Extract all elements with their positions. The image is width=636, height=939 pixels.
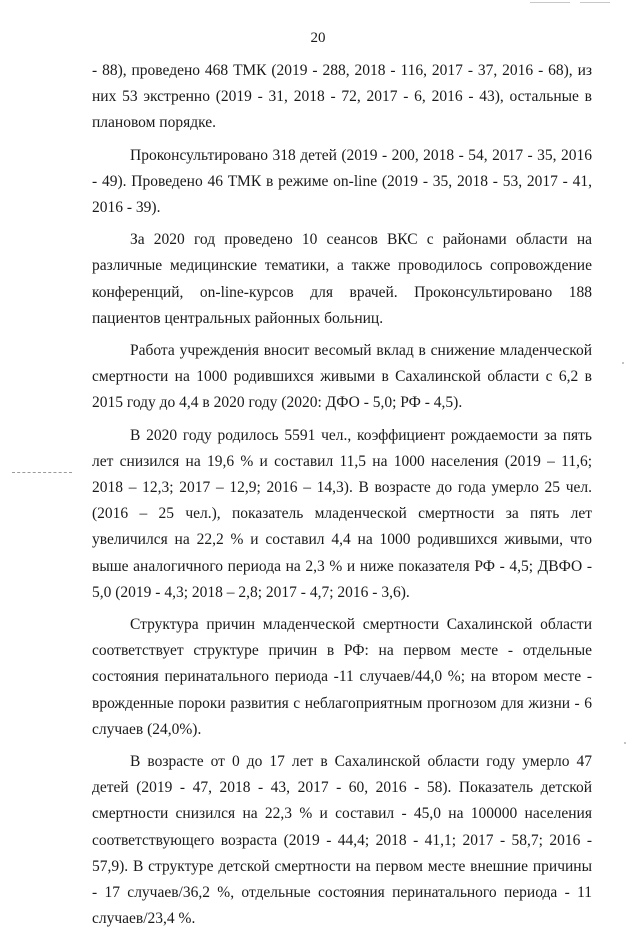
scan-artifact-top-line — [530, 2, 570, 4]
paragraph: В возрасте от 0 до 17 лет в Сахалинской области году умерло 47 детей (2019 - 47, 2018 - 43, 2017 - 60, 2016 - 58). Показатель детской смертности снизился на 22,3 % и составил - 45,0 на 100000 населения соответствующего возраста (2019 - 44,4; 2018 - 41,1; 2017 - 58,7; 2016 - 57,9). В структуре детской смертности на первом месте внешние причины - 17 случаев/36,2 %, отдельные состояния перинатального периода - 11 случаев/23,4 %. — [92, 753, 592, 928]
paragraph-continuation: - 88), проведено 468 ТМК (2019 - 288, 2018 - 116, 2017 - 37, 2016 - 68), из них 53 экстренно (2019 - 31, 2018 - 72, 2017 - 6, 2016 - 43), остальные в плановом порядке. — [92, 62, 592, 132]
paragraph: Структура причин младенческой смертности Сахалинской области соответствует структуре причин в РФ: на первом месте - отдельные состояния перинатального периода -11 случаев/44,0 %; на втором месте - врожденные пороки развития с неблагоприятным прогнозом для жизни - 6 случаев (24,0%). — [92, 616, 592, 738]
page-number: 20 — [310, 30, 326, 46]
scan-artifact-margin-dashes — [12, 472, 72, 474]
scan-artifact-dot — [624, 742, 626, 744]
paragraph: В 2020 году родилось 5591 чел., коэффициент рождаемости за пять лет снизился на 19,6 % и составил 11,5 на 1000 населения (2019 – 11,6; 2018 – 12,3; 2017 – 12,9; 2016 – 14,3). В возрасте до года умерло 25 чел. (2016 – 25 чел.), показатель младенческой смертности за пять лет увеличился на 22,2 % и составил 4,4 на 1000 родившихся живыми, что выше аналогичного периода на 2,3 % и ниже показателя РФ - 4,5; ДВФО - 5,0 (2019 - 4,3; 2018 – 2,8; 2017 - 4,7; 2016 - 3,6). — [92, 426, 592, 601]
paragraph: Проконсультировано 318 детей (2019 - 200, 2018 - 54, 2017 - 35, 2016 - 49). Проведено 46 ТМК в режиме on-line (2019 - 35, 2018 - 53, 2017 - 41, 2016 - 39). — [92, 146, 592, 217]
scan-artifact-top-line — [580, 2, 610, 4]
paragraph: Работа учреждения вносит весомый вклад в снижение младенческой смертности на 1000 родившихся живыми в Сахалинской области с 6,2 в 2015 году до 4,4 в 2020 году (2020: ДФО - 5,0; РФ - 4,5). — [92, 342, 592, 412]
document-body — [92, 58, 592, 939]
scan-artifact-dot — [622, 362, 624, 364]
paragraph: За 2020 год проведено 10 сеансов ВКС с районами области на различные медицинские тематики, а также проводилось сопровождение конференций, on-line-курсов для врачей. Проконсультировано 188 пациентов центральных районных больниц. — [92, 231, 592, 327]
